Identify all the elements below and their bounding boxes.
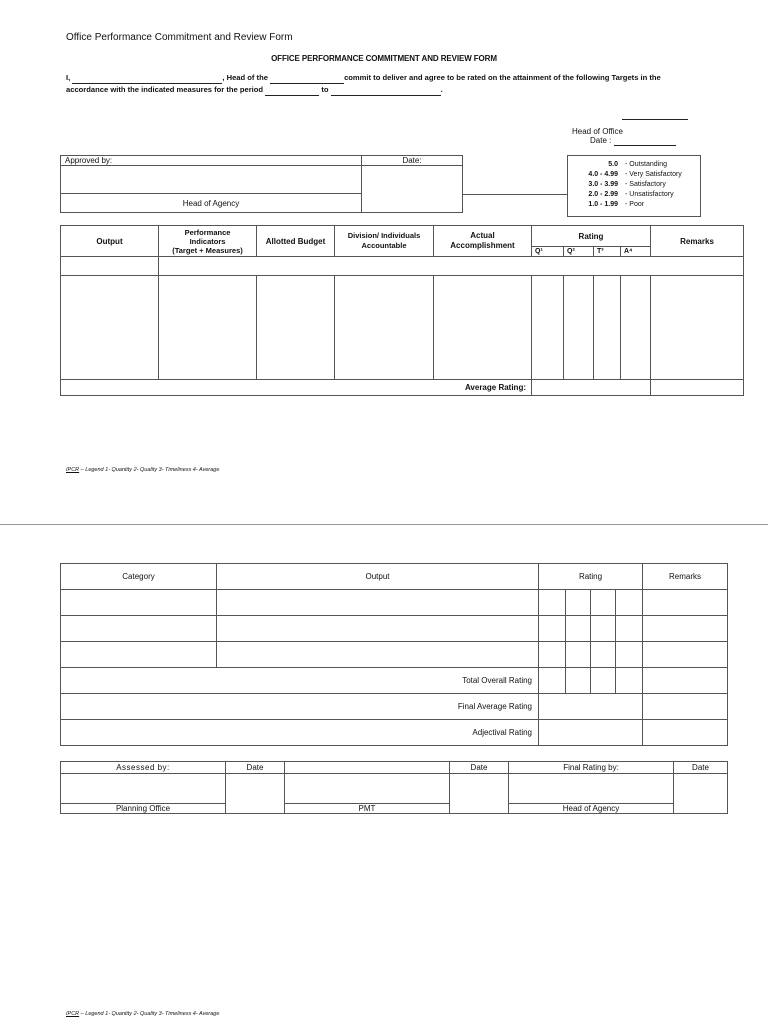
cell[interactable] bbox=[594, 276, 621, 380]
document-title: Office Performance Commitment and Review Form bbox=[66, 32, 293, 43]
col-t3: T³ bbox=[594, 247, 621, 257]
division-line2: Accountable bbox=[361, 241, 407, 250]
scale-range: 2.0 - 2.99 bbox=[588, 191, 618, 198]
date-label: Date bbox=[674, 762, 728, 774]
approval-date-label: Date: bbox=[362, 156, 463, 166]
legend-text: – Legend 1- Quantity 2- Quality 3- Timeliness 4- Average bbox=[79, 467, 220, 473]
summary-table bbox=[60, 563, 728, 746]
cell[interactable] bbox=[616, 668, 643, 694]
cell[interactable] bbox=[335, 276, 434, 380]
actual-line2: Accomplishment bbox=[450, 241, 515, 250]
col-q1: Q¹ bbox=[532, 247, 564, 257]
final-rating-by-label: Final Rating by: bbox=[509, 762, 674, 774]
scale-desc: - Poor bbox=[625, 201, 645, 208]
cell[interactable] bbox=[643, 694, 728, 720]
head-of-office-date-blank[interactable] bbox=[614, 138, 676, 146]
pi-line3: (Target + Measures) bbox=[172, 245, 243, 255]
cell[interactable] bbox=[616, 590, 643, 616]
col-rating: Rating bbox=[532, 226, 651, 247]
table-row bbox=[61, 590, 728, 616]
scale-row bbox=[568, 201, 700, 211]
col-allotted-budget: Allotted Budget bbox=[257, 226, 335, 257]
approval-date-cell[interactable] bbox=[362, 166, 463, 213]
cell[interactable] bbox=[566, 642, 591, 668]
legend bbox=[66, 467, 219, 473]
period-start-blank[interactable] bbox=[265, 87, 319, 96]
name-blank[interactable] bbox=[72, 75, 222, 84]
approver-signature-cell[interactable] bbox=[61, 166, 362, 194]
final-average-rating-value[interactable] bbox=[539, 694, 643, 720]
cell[interactable] bbox=[61, 257, 159, 276]
scale-range: 1.0 - 1.99 bbox=[588, 201, 618, 208]
pmt-signature-cell[interactable] bbox=[285, 774, 450, 804]
page-divider bbox=[0, 524, 768, 525]
date-cell[interactable] bbox=[674, 774, 728, 814]
cell[interactable] bbox=[591, 668, 616, 694]
cell[interactable] bbox=[621, 276, 651, 380]
col-actual-accomplishment bbox=[434, 226, 532, 257]
cell[interactable] bbox=[643, 590, 728, 616]
head-of-office-date-label: Date : bbox=[590, 136, 612, 145]
legend-text: – Legend 1- Quantity 2- Quality 3- Timeliness 4- Average bbox=[79, 1011, 220, 1017]
pi-line2: Indicators bbox=[189, 236, 226, 246]
head-of-agency-label: Head of Agency bbox=[509, 804, 674, 814]
planning-office-signature-cell[interactable] bbox=[61, 774, 226, 804]
head-of-office-signature-line[interactable] bbox=[622, 119, 688, 120]
cell[interactable] bbox=[217, 590, 539, 616]
cell[interactable] bbox=[591, 642, 616, 668]
head-of-agency-label: Head of Agency bbox=[61, 194, 362, 213]
pmt-label: PMT bbox=[285, 804, 450, 814]
declaration-prefix: I, bbox=[66, 73, 71, 82]
col-remarks: Remarks bbox=[651, 226, 744, 257]
col-output: Output bbox=[61, 226, 159, 257]
col-q2: Q² bbox=[564, 247, 594, 257]
col-division-accountable bbox=[335, 226, 434, 257]
scale-range: 4.0 - 4.99 bbox=[588, 171, 618, 178]
legend-ipcr: IPCR bbox=[66, 1011, 80, 1017]
declaration-head-of: , Head of the bbox=[222, 73, 268, 82]
division-line1: Division/ Individuals bbox=[347, 231, 421, 240]
cell[interactable] bbox=[539, 616, 566, 642]
cell[interactable] bbox=[159, 276, 257, 380]
date-label: Date bbox=[450, 762, 509, 774]
declaration-to: to bbox=[321, 85, 329, 94]
scale-row bbox=[568, 181, 700, 191]
average-rating-value[interactable] bbox=[532, 380, 651, 396]
cell[interactable] bbox=[643, 616, 728, 642]
col-category: Category bbox=[61, 564, 217, 590]
approval-table bbox=[60, 155, 463, 213]
cell[interactable] bbox=[539, 668, 566, 694]
cell[interactable] bbox=[564, 276, 594, 380]
scale-range: 3.0 - 3.99 bbox=[588, 181, 618, 188]
pi-line1: Performance bbox=[184, 227, 231, 237]
cell[interactable] bbox=[61, 276, 159, 380]
scale-range: 5.0 bbox=[608, 161, 618, 168]
cell[interactable] bbox=[591, 616, 616, 642]
cell[interactable] bbox=[532, 276, 564, 380]
col-performance-indicators bbox=[159, 226, 257, 257]
cell[interactable] bbox=[643, 642, 728, 668]
assessed-by-label: Assessed by: bbox=[61, 762, 226, 774]
table-row bbox=[61, 276, 744, 380]
cell[interactable] bbox=[616, 616, 643, 642]
cell[interactable] bbox=[643, 720, 728, 746]
legend bbox=[66, 1011, 219, 1017]
head-of-office-label: Head of Office bbox=[572, 127, 623, 136]
cell[interactable] bbox=[643, 668, 728, 694]
office-blank[interactable] bbox=[270, 75, 344, 84]
cell[interactable] bbox=[217, 616, 539, 642]
scale-row bbox=[568, 191, 700, 201]
cell[interactable] bbox=[61, 590, 217, 616]
connector-line bbox=[463, 194, 567, 195]
scale-desc: - Satisfactory bbox=[625, 181, 666, 188]
scale-row bbox=[568, 161, 700, 171]
form-title: OFFICE PERFORMANCE COMMITMENT AND REVIEW FORM bbox=[271, 54, 497, 63]
declaration-text: I, , Head of the commit to deliver and agree to be rated on the attainment of the following Targets in the accordance with the indicated measures for the period to . bbox=[66, 73, 661, 94]
cell[interactable] bbox=[616, 642, 643, 668]
signature-table bbox=[60, 761, 728, 814]
col-a4: A⁴ bbox=[621, 247, 651, 257]
cell[interactable] bbox=[159, 257, 744, 276]
cell bbox=[285, 762, 450, 774]
adjectival-rating-label: Adjectival Rating bbox=[61, 720, 539, 746]
date-cell[interactable] bbox=[226, 774, 285, 814]
declaration-line2: accordance with the indicated measures for the period bbox=[66, 85, 264, 94]
head-of-office-date bbox=[590, 136, 676, 146]
cell[interactable] bbox=[566, 590, 591, 616]
period-end-blank[interactable] bbox=[331, 87, 441, 96]
cell[interactable] bbox=[591, 590, 616, 616]
date-cell[interactable] bbox=[450, 774, 509, 814]
scale-desc: - Very Satisfactory bbox=[625, 171, 682, 178]
rating-scale-box bbox=[567, 155, 701, 217]
cell[interactable] bbox=[434, 276, 532, 380]
planning-office-label: Planning Office bbox=[61, 804, 226, 814]
scale-row bbox=[568, 171, 700, 181]
actual-line1: Actual bbox=[470, 231, 495, 240]
head-of-agency-signature-cell[interactable] bbox=[509, 774, 674, 804]
cell[interactable] bbox=[566, 616, 591, 642]
cell[interactable] bbox=[539, 642, 566, 668]
col-rating: Rating bbox=[539, 564, 643, 590]
cell[interactable] bbox=[61, 616, 217, 642]
approved-by-label: Approved by: bbox=[61, 156, 362, 166]
average-rating-remarks[interactable] bbox=[651, 380, 744, 396]
date-label: Date bbox=[226, 762, 285, 774]
cell[interactable] bbox=[651, 276, 744, 380]
final-average-rating-label: Final Average Rating bbox=[61, 694, 539, 720]
cell[interactable] bbox=[257, 276, 335, 380]
cell[interactable] bbox=[566, 668, 591, 694]
declaration-commit: commit to deliver and agree to be rated on the attainment of the following Targets in the bbox=[344, 73, 661, 82]
scale-desc: - Unsatisfactory bbox=[625, 191, 674, 198]
legend-ipcr: IPCR bbox=[66, 467, 80, 473]
adjectival-rating-value[interactable] bbox=[539, 720, 643, 746]
table-row bbox=[61, 642, 728, 668]
col-output: Output bbox=[217, 564, 539, 590]
total-overall-rating-label: Total Overall Rating bbox=[61, 668, 539, 694]
scale-desc: - Outstanding bbox=[625, 161, 668, 168]
table-row bbox=[61, 257, 744, 276]
cell[interactable] bbox=[217, 642, 539, 668]
average-rating-label: Average Rating: bbox=[61, 380, 532, 396]
table-row bbox=[61, 616, 728, 642]
col-remarks: Remarks bbox=[643, 564, 728, 590]
cell[interactable] bbox=[61, 642, 217, 668]
cell[interactable] bbox=[539, 590, 566, 616]
performance-table bbox=[60, 225, 744, 396]
